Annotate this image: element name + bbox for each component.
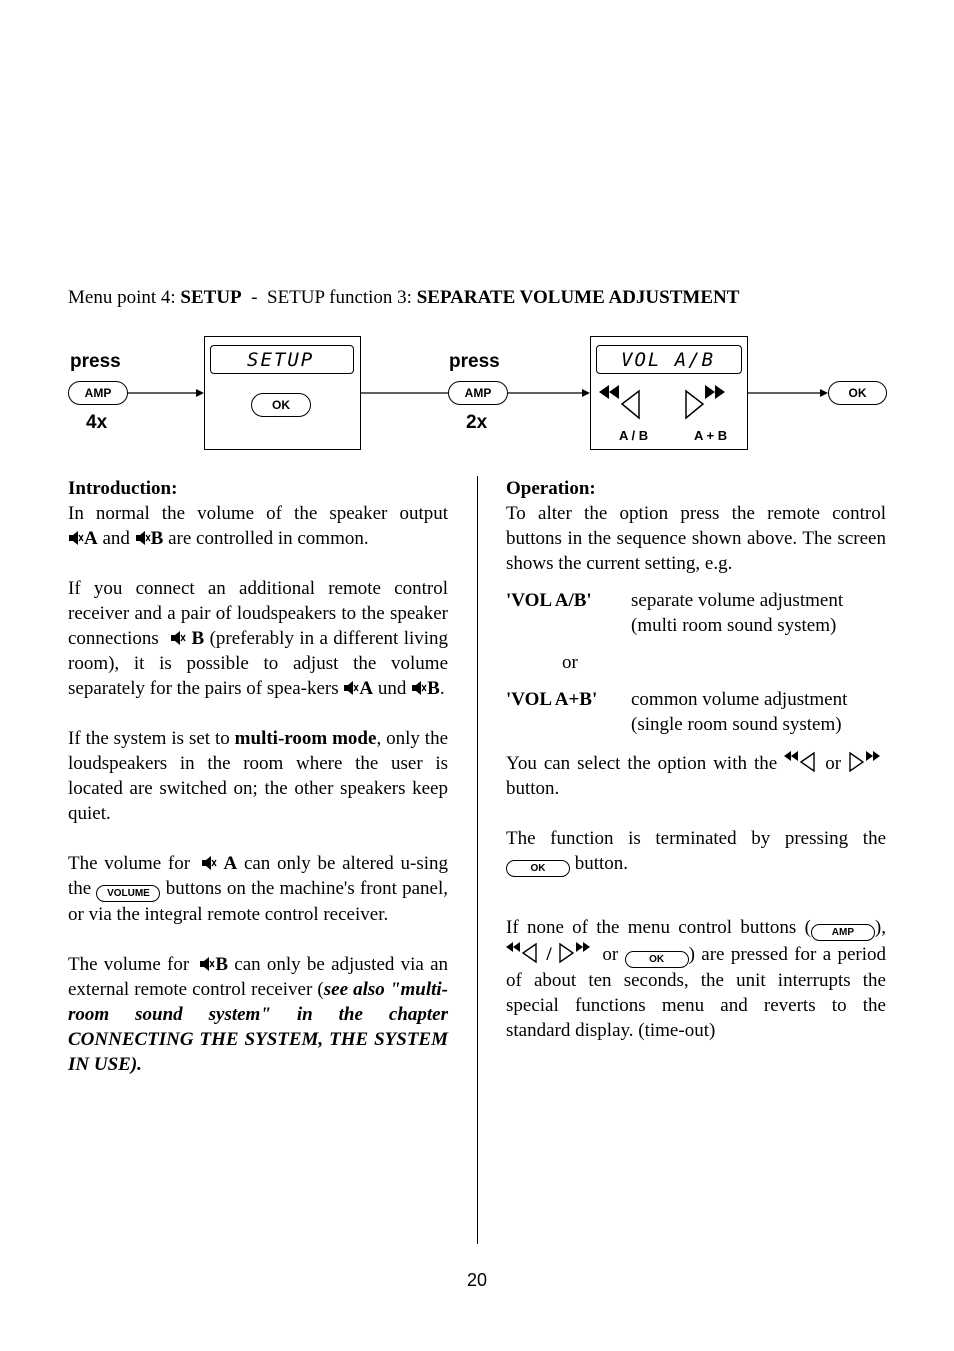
amp-button-inline[interactable]: AMP <box>811 924 875 941</box>
rewind-icon[interactable] <box>784 750 818 772</box>
timeout-tail: ) are pressed for a period of about ten seconds, the unit interrupts the special functions menu and reverts to the standard display. (time-out) <box>506 944 887 1041</box>
operation-paragraph: To alter the option press the remote control buttons in the sequence shown above. The screen shows the current setting, e.g. <box>506 503 886 574</box>
chapter-reference: "multi-room sound system" in the chapter CONNECTING THE SYSTEM, THE SYSTEM IN USE). <box>68 979 448 1075</box>
vol-screen <box>590 336 748 450</box>
heading-prefix: Menu point 4: <box>68 287 181 308</box>
speaker-icon <box>68 530 84 546</box>
speaker-b-label: B <box>150 528 164 549</box>
speaker-b-label: B <box>215 954 229 975</box>
right-column <box>506 476 886 1043</box>
speaker-icon <box>411 680 427 696</box>
speaker-icon <box>199 956 215 972</box>
option-key-ab: 'VOL A/B' <box>506 590 592 611</box>
or-text: or <box>562 652 578 673</box>
left-column <box>68 476 448 1077</box>
timeout-pre: If none of the menu control buttons ( <box>506 917 811 938</box>
count-label-2: 2x <box>466 412 488 433</box>
amp-button-2[interactable]: AMP <box>448 381 508 405</box>
option-vol-ab <box>506 588 886 638</box>
volume-b-mid: can only be adjusted via an external remote control receiver ( <box>68 954 449 1000</box>
speaker-b-label: B <box>191 628 205 649</box>
heading-function: SEPARATE VOLUME ADJUSTMENT <box>416 287 740 308</box>
speaker-icon <box>170 630 186 646</box>
setup-screen <box>204 336 361 450</box>
ok-button-final[interactable]: OK <box>828 381 887 405</box>
press-label-1: press <box>70 351 121 372</box>
forward-icon[interactable] <box>848 750 886 772</box>
volume-a-pre: The volume for <box>68 853 191 874</box>
page-heading <box>68 287 739 309</box>
connection-text-2: (preferably in a different living room), it is possible to adjust the volume separately for the pairs of spea-kers <box>68 628 449 699</box>
ok-button-screen[interactable]: OK <box>251 393 311 417</box>
select-or: or <box>825 753 842 774</box>
ok-button-inline[interactable]: OK <box>506 860 570 877</box>
timeout-slash: / <box>546 944 552 965</box>
timeout-or: or <box>602 944 619 965</box>
rewind-icon[interactable] <box>506 941 540 963</box>
speaker-a-label: A <box>84 528 98 549</box>
heading-sep: - SETUP function 3: <box>241 287 417 308</box>
terminate-paragraph <box>506 826 886 877</box>
speaker-icon <box>201 855 217 871</box>
forward-icon[interactable] <box>683 382 743 422</box>
option-key-aplusb: 'VOL A+B' <box>506 689 598 710</box>
option-desc-aplusb-1: common volume adjustment <box>631 689 848 710</box>
speaker-a-label: A <box>223 853 238 874</box>
column-divider <box>477 476 478 1244</box>
select-tail: button. <box>506 778 560 799</box>
intro-paragraph <box>68 501 448 526</box>
press-label-2: press <box>449 351 500 372</box>
multiroom-tail: , only the loudspeakers in the room where the user is located are switched on; the other speakers keep quiet. <box>68 728 448 824</box>
option-vol-aplusb <box>506 687 886 737</box>
and-text: and <box>97 528 135 549</box>
operation-title: Operation: <box>506 478 596 499</box>
see-also-text: see also <box>323 979 385 1000</box>
volume-a-mid: can only be altered u-sing the <box>68 853 449 899</box>
intro-title: Introduction: <box>68 478 178 499</box>
select-pre: You can select the option with the <box>506 753 778 774</box>
intro-text-1: In normal the volume of the speaker output <box>68 503 448 524</box>
option-desc-ab-1: separate volume adjustment <box>631 590 844 611</box>
ok-button-inline-2[interactable]: OK <box>625 951 689 968</box>
speaker-b-label: B <box>427 678 440 699</box>
timeout-paragraph <box>506 915 886 1043</box>
volume-button[interactable]: VOLUME <box>96 885 160 902</box>
setup-lcd: SETUP <box>210 345 354 374</box>
forward-icon[interactable] <box>558 941 596 963</box>
rewind-icon[interactable] <box>599 382 659 422</box>
multiroom-paragraph <box>68 726 448 826</box>
option-desc-ab-2: (multi room sound system) <box>631 615 837 636</box>
intro-tail: are controlled in common. <box>163 528 369 549</box>
label-a-plus-b: A + B <box>694 428 728 443</box>
volume-b-pre: The volume for <box>68 954 190 975</box>
page-number: 20 <box>466 1270 488 1290</box>
connection-paragraph <box>68 576 448 701</box>
multiroom-bold: multi-room mode <box>234 728 377 749</box>
label-a-slash-b: A / B <box>619 428 649 443</box>
count-label-1: 4x <box>86 412 108 433</box>
timeout-comma: ), <box>874 917 886 938</box>
und-text: und <box>373 678 412 699</box>
speaker-icon <box>343 680 359 696</box>
volume-a-paragraph <box>68 851 448 927</box>
volume-a-tail: buttons on the machine's front panel, or via the integral remote control receiver. <box>68 878 449 925</box>
vol-lcd: VOL A/B <box>596 345 742 374</box>
multiroom-pre: If the system is set to <box>68 728 235 749</box>
amp-button-1[interactable]: AMP <box>68 381 128 405</box>
speaker-icon <box>135 530 151 546</box>
option-desc-aplusb-2: (single room sound system) <box>631 714 842 735</box>
sequence-diagram <box>0 330 954 455</box>
terminate-pre: The function is terminated by pressing the <box>506 828 886 849</box>
speaker-a-label: A <box>359 678 374 699</box>
period: . <box>439 678 445 699</box>
volume-b-paragraph <box>68 952 448 1077</box>
intro-paragraph-2 <box>68 526 448 551</box>
select-paragraph <box>506 750 886 801</box>
terminate-tail: button. <box>574 853 629 874</box>
connection-text: If you connect an additional remote control receiver and a pair of loudspeakers to the speaker connections <box>68 578 448 649</box>
heading-menu: SETUP <box>180 287 242 308</box>
